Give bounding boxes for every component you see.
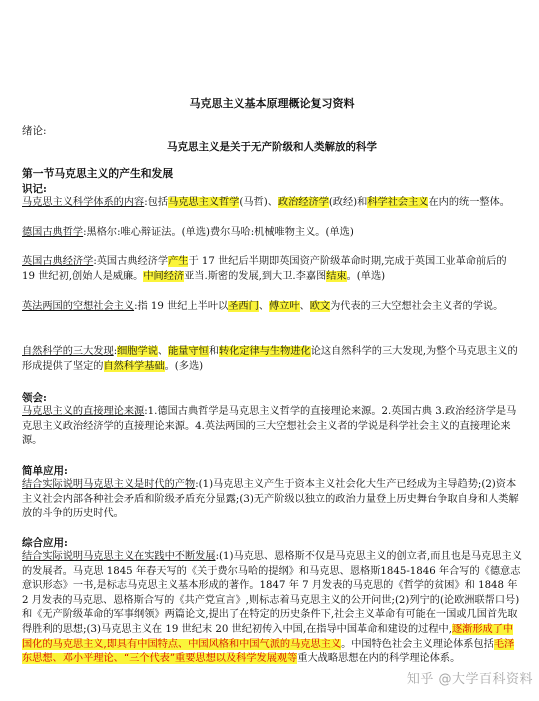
recall-paragraph-3: 英国古典经济学:英国古典经济学产生于 17 世纪后半期即英国资产阶级革命时期,完成于英国工业革命前后的 19 世纪初,创始人是威廉。中间经济亚当.斯密的发展,到大卫.李嘉图结束。(单选) [22, 256, 507, 282]
highlight: 政治经济学 [277, 197, 329, 208]
recall-heading: 识记: [22, 183, 47, 195]
highlight: 产生 [168, 256, 189, 267]
zhihu-watermark: 知乎 @大学百科资料 [406, 672, 533, 687]
term-label: 结合实际说明马克思主义是时代的产物 [22, 479, 196, 490]
document-subtitle: 马克思主义是关于无产阶级和人类解放的科学 [167, 141, 377, 153]
term-label: 结合实际说明马克思主义在实践中不断发展 [22, 551, 216, 562]
recall-paragraph-2: 德国古典哲学:黑格尔:唯心辩证法。(单选)费尔马哈:机械唯物主义。(单选) [22, 227, 354, 238]
highlight: 逐渐形成了中国化的马克思主义,即具有中国特点、中国风格和中国气派的马克思主义 [22, 623, 514, 650]
highlight: 傅立叶 [269, 301, 300, 312]
term-label: 自然科学的三大发现 [22, 346, 114, 357]
term-label: 德国古典哲学 [22, 227, 84, 238]
highlight: 科学社会主义 [367, 197, 429, 208]
highlight: 毛泽东思想、邓小平理论、“三个代表”重要思想以及科学发展观等 [22, 638, 515, 665]
simple-paragraph: 结合实际说明马克思主义是时代的产物:(1)马克思主义产生于资本主义社会化大生产已经成为主导趋势;(2)资本主义社会内部各种社会矛盾和阶级矛盾充分显露;(3)无产阶级以独立的政治力量登上历史舞台争取自身和人类解放的斗争的历史时代。 [22, 479, 519, 520]
highlight: 细胞学说 [117, 346, 158, 357]
recall-paragraph-5: 自然科学的三大发现:细胞学说、能量守恒和转化定律与生物进化论这自然科学的三大发现,为整个马克思主义的形成提供了坚定的自然科学基础。(多选) [22, 346, 518, 372]
highlight: 圣西门 [228, 301, 259, 312]
highlight: 欧文 [309, 301, 331, 312]
term-label: 英法两国的空想社会主义 [22, 301, 135, 312]
highlight: 转化定律与生物进化 [219, 346, 311, 357]
document-title: 马克思主义基本原理概论复习资料 [189, 97, 355, 110]
integrated-paragraph: 结合实际说明马克思主义在实践中不断发展:(1)马克思、恩格斯不仅是马克思主义的创立者,而且也是马克思主义的发展者。马克思 1845 年春天写的《关于费尔马哈的提纲》和马克思、恩格斯1845-1846 年合写的《德意志意识形态》一书,是标志马克思主义基本形成的著作。1847 年 7 月发表的马克思的《哲学的贫困》和 1848 年 2 月发表的马克思、恩格斯合写的《共产党宣言》,则标志着马克思主义的公开问世;(2)列宁的(论欧洲联帮口号)和《无产阶级革命的军事纲领》两篇论文,提出了在特定的历史条件下,社会主义革命有可能在一国或几国首先取得胜利的思想;(3)马克思主义在 19 世纪末 20 世纪初传入中国,在指导中国革命和建设的过程中,逐渐形成了中国化的马克思主义,即具有中国特点、中国风格和中国气派的马克思主义。中国特色社会主义理论体系包括毛泽东思想、邓小平理论、“三个代表”重要思想以及科学发展观等重大战略思想在内的科学理论体系。 [22, 551, 522, 665]
term-label: 马克思主义的直接理论来源 [22, 406, 145, 417]
term-label: 英国古典经济学 [22, 256, 94, 267]
highlight: 自然科学基础 [103, 360, 165, 372]
recall-paragraph-1: 马克思主义科学体系的内容:包括马克思主义哲学(马哲)、政治经济学(政经)和科学社会主义在内的统一整体。 [22, 197, 510, 208]
highlight: 中间经济 [143, 270, 185, 282]
simple-heading: 简单应用: [22, 465, 68, 477]
section-heading: 第一节马克思主义的产生和发展 [22, 167, 174, 180]
highlight: 马克思主义哲学 [168, 197, 240, 208]
integrated-heading: 综合应用: [22, 537, 68, 549]
recall-paragraph-4: 英法两国的空想社会主义:指 19 世纪上半叶以圣西门、傅立叶、欧文为代表的三大空想社会主义者的学说。 [22, 301, 504, 312]
highlight: 能量守恒 [168, 346, 209, 357]
comprehend-paragraph: 马克思主义的直接理论来源:1.德国古典哲学是马克思主义哲学的直接理论来源。2.英国古典 3.政治经济学是马克思主义政治经济学的直接理论来源。4.英法两国的三大空想社会主义者的学说是科学社会主义的直接理论来源。 [22, 406, 517, 447]
term-label: 马克思主义科学体系的内容 [22, 197, 145, 208]
highlight: 结束 [326, 270, 347, 282]
comprehend-heading: 领会: [22, 392, 47, 404]
intro-label: 绪论: [22, 125, 47, 137]
